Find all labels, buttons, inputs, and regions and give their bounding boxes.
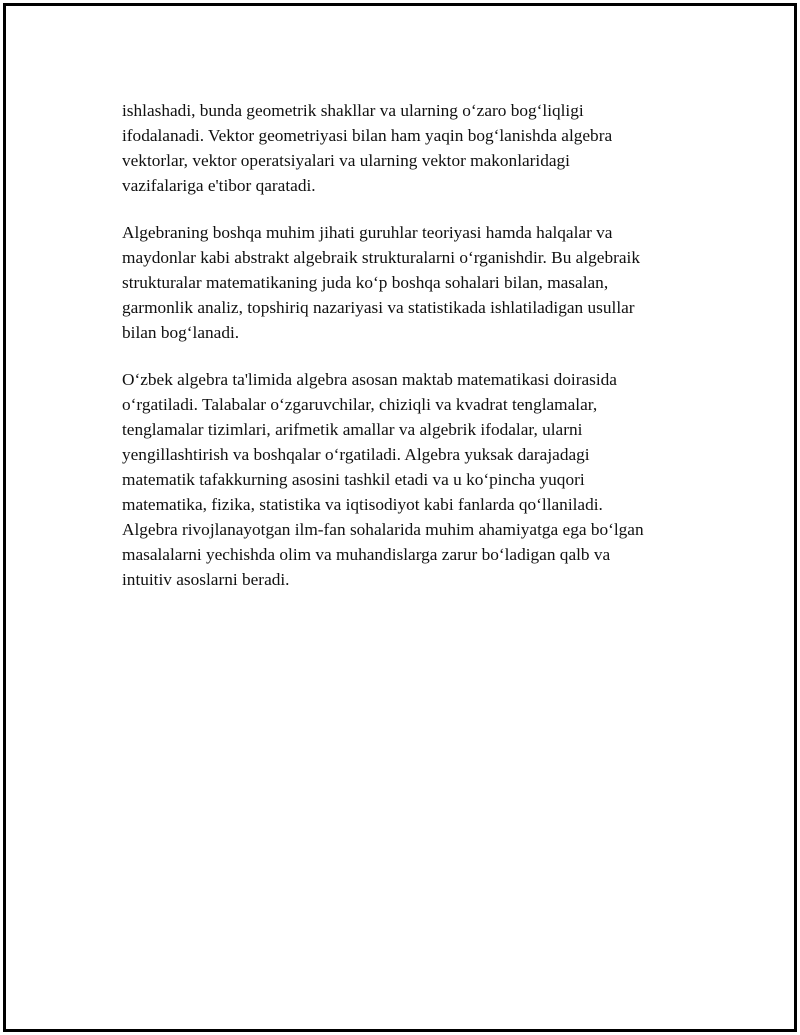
text-line: maydonlar kabi abstrakt algebraik strukturalarni o‘rganishdir. Bu algebraik: [122, 248, 640, 267]
text-line: ishlashadi, bunda geometrik shakllar va ularning o‘zaro bog‘liqligi: [122, 101, 584, 120]
text-line: matematik tafakkurning asosini tashkil etadi va u ko‘pincha yuqori: [122, 470, 585, 489]
text-line: vazifalariga e'tibor qaratadi.: [122, 176, 316, 195]
paragraph-3: [122, 367, 688, 592]
text-line: yengillashtirish va boshqalar o‘rgatiladi. Algebra yuksak darajadagi: [122, 445, 590, 464]
text-line: Algebra rivojlanayotgan ilm-fan sohalarida muhim ahamiyatga ega bo‘lgan: [122, 520, 644, 539]
text-line: strukturalar matematikaning juda ko‘p boshqa sohalari bilan, masalan,: [122, 273, 609, 292]
paragraph-2: [122, 220, 688, 345]
document-body: [122, 98, 688, 614]
text-line: ifodalanadi. Vektor geometriyasi bilan ham yaqin bog‘lanishda algebra: [122, 126, 613, 145]
text-line: intuitiv asoslarni beradi.: [122, 570, 290, 589]
text-line: o‘rgatiladi. Talabalar o‘zgaruvchilar, chiziqli va kvadrat tenglamalar,: [122, 395, 598, 414]
text-line: O‘zbek algebra ta'limida algebra asosan maktab matematikasi doirasida: [122, 370, 617, 389]
text-line: tenglamalar tizimlari, arifmetik amallar va algebrik ifodalar, ularni: [122, 420, 583, 439]
page-border: [3, 3, 797, 1032]
text-line: Algebraning boshqa muhim jihati guruhlar teoriyasi hamda halqalar va: [122, 223, 613, 242]
paragraph-1: [122, 98, 688, 198]
text-line: garmonlik analiz, topshiriq nazariyasi va statistikada ishlatiladigan usullar: [122, 298, 635, 317]
text-line: vektorlar, vektor operatsiyalari va ularning vektor makonlaridagi: [122, 151, 570, 170]
text-line: matematika, fizika, statistika va iqtisodiyot kabi fanlarda qo‘llaniladi.: [122, 495, 603, 514]
text-line: bilan bog‘lanadi.: [122, 323, 240, 342]
text-line: masalalarni yechishda olim va muhandislarga zarur bo‘ladigan qalb va: [122, 545, 611, 564]
